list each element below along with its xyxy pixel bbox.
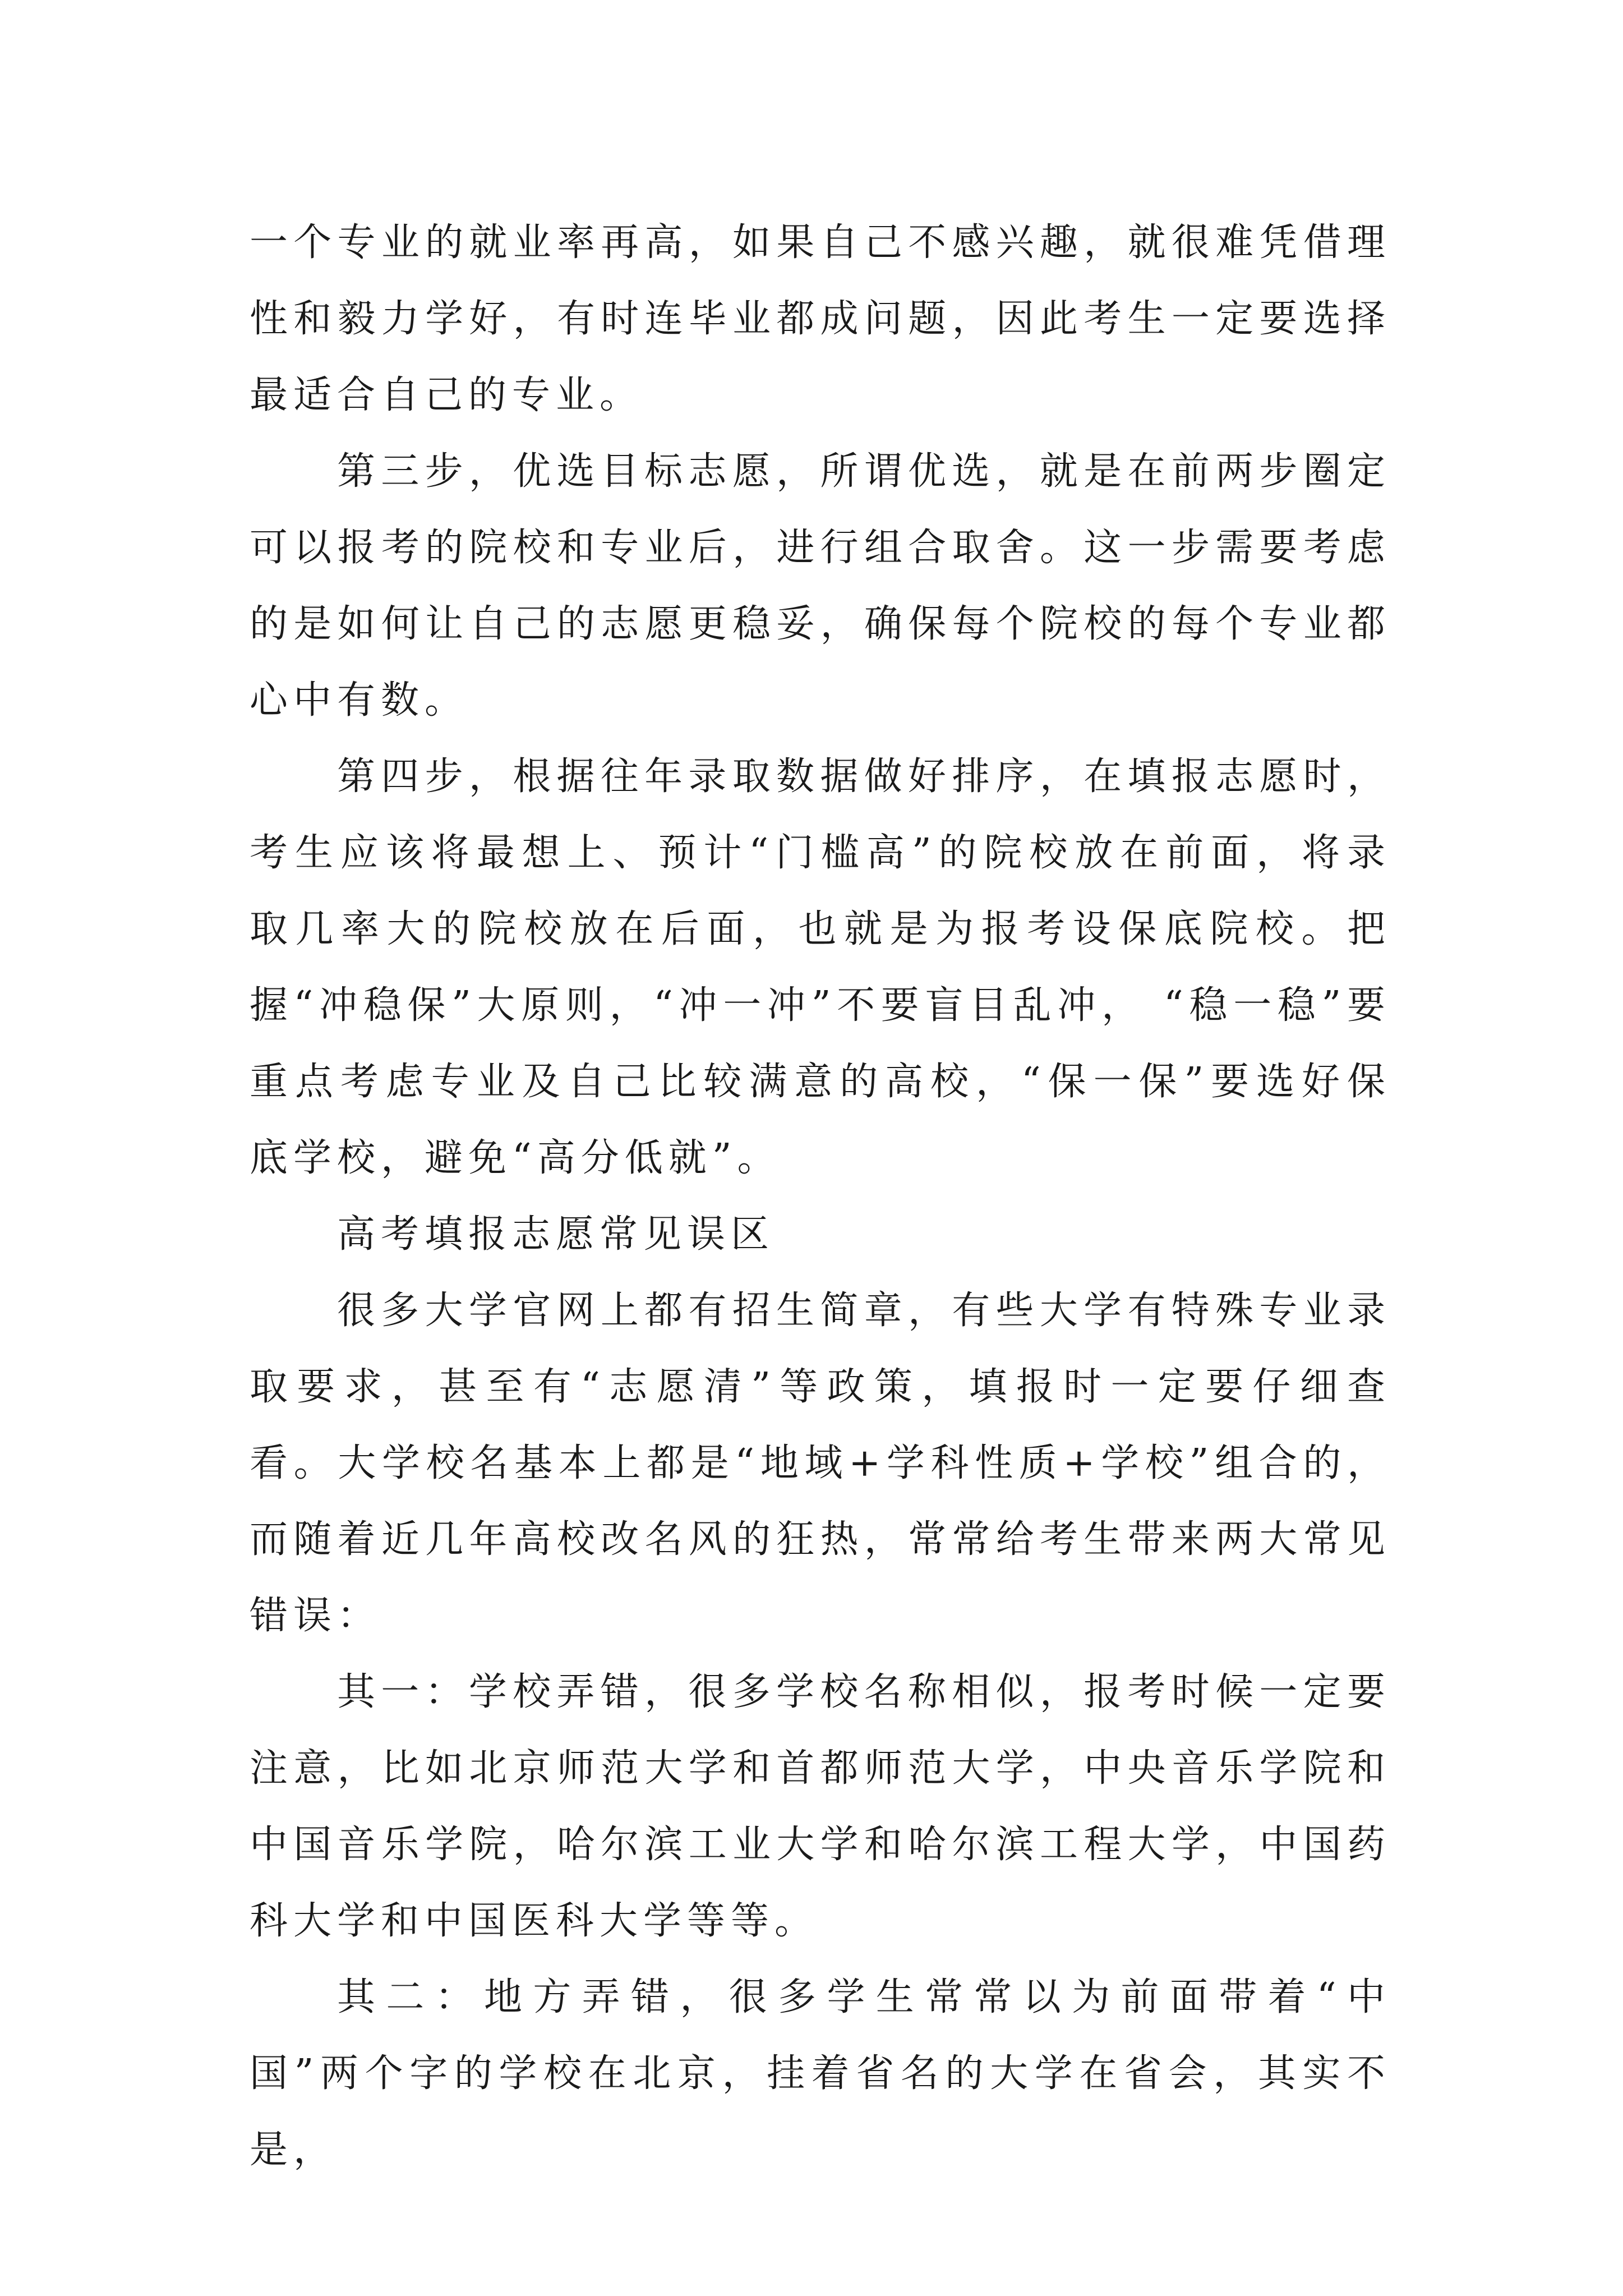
paragraph-error-one: 其一：学校弄错，很多学校名称相似，报考时候一定要注意，比如北京师范大学和首都师范大学，中央音乐学院和中国音乐学院，哈尔滨工业大学和哈尔滨工程大学，中国药科大学和中国医科大学等等。 — [250, 1670, 1391, 1943]
paragraph-step-three: 第三步，优选目标志愿，所谓优选，就是在前两步圈定可以报考的院校和专业后，进行组合取舍。这一步需要考虑的是如何让自己的志愿更稳妥，确保每个院校的每个专业都心中有数。 — [250, 449, 1391, 723]
paragraph-error-two: 其二：地方弄错，很多学生常常以为前面带着“中国”两个字的学校在北京，挂着省名的大学在省会，其实不是， — [250, 1975, 1391, 2172]
section-heading-misconceptions: 高考填报志愿常见误区 — [337, 1212, 775, 1257]
paragraph-admission-guide: 很多大学官网上都有招生简章，有些大学有特殊专业录取要求，甚至有“志愿清”等政策，填报时一定要仔细查看。大学校名基本上都是“地域+学科性质+学校”组合的，而随着近几年高校改名风的狂热，常常给考生带来两大常见错误： — [250, 1289, 1391, 1638]
document-body — [250, 205, 1391, 2188]
paragraph-step-four: 第四步，根据往年录取数据做好排序，在填报志愿时，考生应该将最想上、预计“门槛高”的院校放在前面，将录取几率大的院校放在后面，也就是为报考设保底院校。把握“冲稳保”大原则，“冲一冲”不要盲目乱冲， “稳一稳”要重点考虑专业及自己比较满意的高校，“保一保”要选好保底学校，避免“高分低就”。 — [250, 754, 1391, 1180]
paragraph-continuation: 一个专业的就业率再高，如果自己不感兴趣，就很难凭借理性和毅力学好，有时连毕业都成问题，因此考生一定要选择最适合自己的专业。 — [250, 220, 1391, 417]
